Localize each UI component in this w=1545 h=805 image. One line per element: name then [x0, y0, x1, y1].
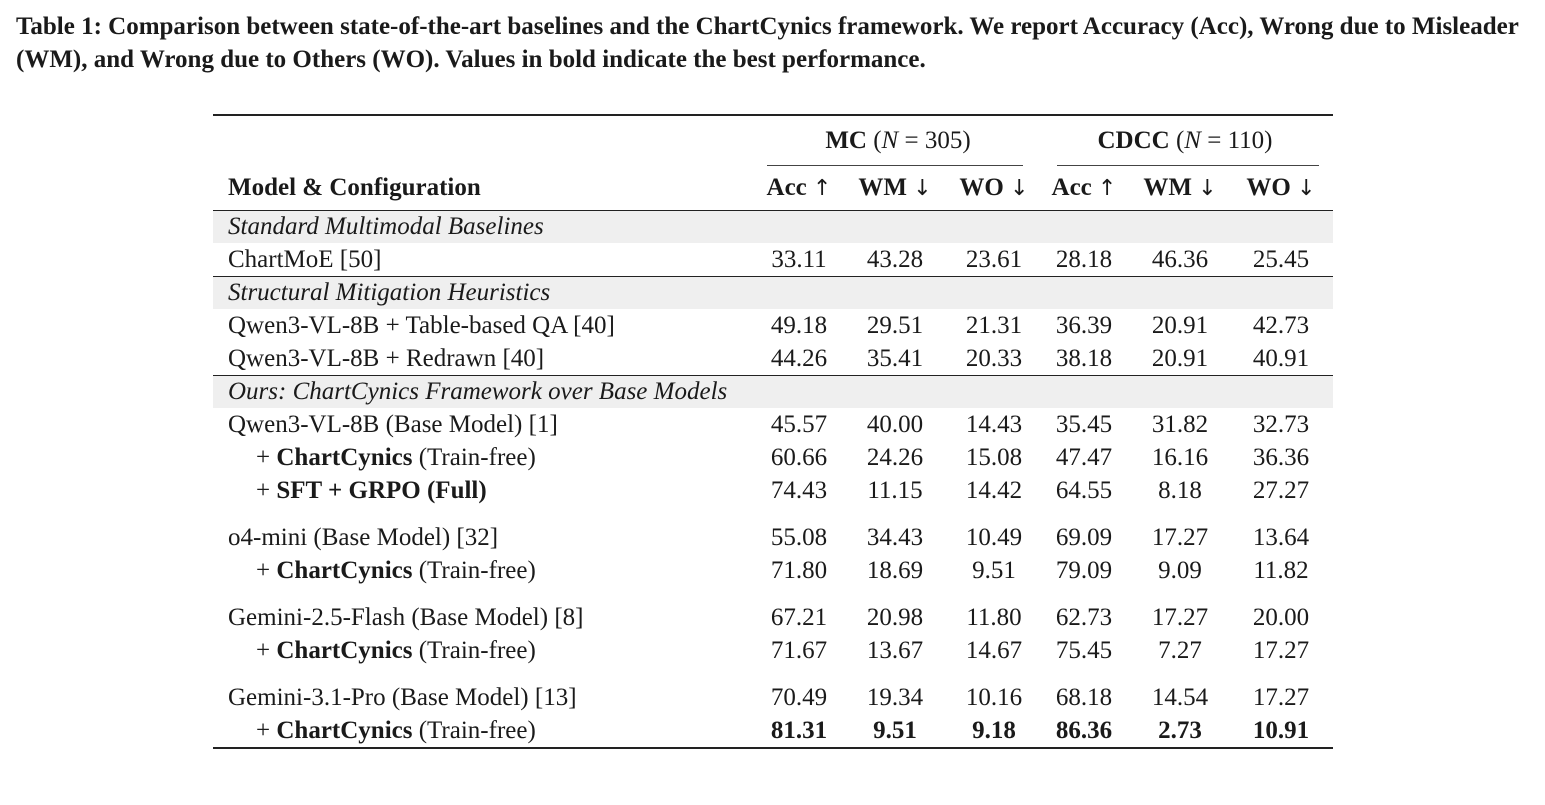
metric-cell: 20.98 — [866, 603, 924, 631]
model-suffix: (Train-free) — [412, 636, 536, 664]
metric-cell: 20.33 — [965, 344, 1023, 372]
metric-cell: 9.09 — [1158, 556, 1202, 584]
row-gap — [213, 667, 1333, 681]
metric-cell: 13.67 — [866, 636, 924, 664]
model-method-name: SFT + GRPO (Full) — [276, 476, 487, 504]
column-header-row — [213, 166, 1333, 211]
group-header-cdcc: CDCC (N = 110) — [1037, 115, 1333, 166]
model-prefix: + — [256, 636, 277, 664]
model-name-cell — [213, 441, 759, 474]
table-row — [213, 474, 1333, 507]
metric-cell: 40.91 — [1252, 344, 1310, 372]
model-method-name: ChartCynics — [276, 556, 413, 584]
metric-cell: 70.49 — [770, 683, 828, 711]
section-title: Structural Mitigation Heuristics — [213, 277, 1333, 310]
group-rule — [767, 165, 1023, 166]
model-name-cell: ChartMoE [50] — [228, 245, 382, 273]
results-table-container — [213, 114, 1333, 749]
metric-cell: 36.36 — [1252, 443, 1310, 471]
metric-cell: 20.91 — [1151, 344, 1209, 372]
metric-cell: 16.16 — [1151, 443, 1209, 471]
metric-cell: 17.27 — [1151, 523, 1209, 551]
metric-cell: 13.64 — [1252, 523, 1310, 551]
model-name-cell: Qwen3-VL-8B + Table-based QA [40] — [228, 311, 615, 339]
metric-cell: 8.18 — [1158, 476, 1202, 504]
metric-cell: 17.27 — [1252, 636, 1310, 664]
section-title: Ours: ChartCynics Framework over Base Models — [213, 376, 1333, 409]
group-n-label: N — [1184, 127, 1201, 154]
metric-cell: 75.45 — [1055, 636, 1113, 664]
metric-cell: 46.36 — [1151, 245, 1209, 273]
model-name-cell: Qwen3-VL-8B (Base Model) [1] — [228, 410, 558, 438]
table-caption: Table 1: Comparison between state-of-the-art baselines and the ChartCynics framework. We report Accuracy (Acc), Wrong due to Misleader (WM), and Wrong due to Others (WO). Values in bold indicate the best performance. — [16, 13, 1519, 73]
results-table — [213, 114, 1333, 749]
table-row — [213, 441, 1333, 474]
table-row — [213, 714, 1333, 748]
group-n-value: = 305 — [904, 127, 963, 154]
metric-cell: 10.49 — [965, 523, 1023, 551]
metric-cell: 42.73 — [1252, 311, 1310, 339]
metric-cell: 49.18 — [770, 311, 828, 339]
metric-cell: 24.26 — [866, 443, 924, 471]
model-method-name: ChartCynics — [276, 636, 413, 664]
metric-cell: 14.43 — [965, 410, 1023, 438]
group-name: MC — [825, 127, 867, 154]
metric-cell: 14.42 — [965, 476, 1023, 504]
metric-cell: 47.47 — [1055, 443, 1113, 471]
metric-cell: 62.73 — [1055, 603, 1113, 631]
table-row — [213, 601, 1333, 634]
model-column-header: Model & Configuration — [213, 166, 759, 211]
column-header: WO ↓ — [951, 166, 1037, 211]
metric-cell: 29.51 — [866, 311, 924, 339]
section-header-row — [213, 211, 1333, 244]
column-header: WM ↓ — [1131, 166, 1229, 211]
table-row — [213, 634, 1333, 667]
metric-cell: 10.91 — [1229, 714, 1333, 748]
metric-cell: 79.09 — [1055, 556, 1113, 584]
metric-cell: 11.15 — [867, 476, 923, 504]
metric-cell: 11.82 — [1253, 556, 1309, 584]
metric-cell: 34.43 — [866, 523, 924, 551]
group-header-row — [213, 115, 1333, 166]
metric-cell: 71.80 — [770, 556, 828, 584]
metric-cell: 7.27 — [1158, 636, 1202, 664]
metric-cell: 9.51 — [972, 556, 1016, 584]
metric-cell: 69.09 — [1055, 523, 1113, 551]
model-suffix: (Train-free) — [412, 556, 536, 584]
metric-cell: 20.00 — [1252, 603, 1310, 631]
group-name: CDCC — [1097, 127, 1170, 154]
metric-cell: 27.27 — [1252, 476, 1310, 504]
metric-cell: 19.34 — [866, 683, 924, 711]
metric-cell: 64.55 — [1055, 476, 1113, 504]
metric-cell: 74.43 — [770, 476, 828, 504]
metric-cell: 9.51 — [839, 714, 951, 748]
group-header-mc: MC (N = 305) — [759, 115, 1037, 166]
group-rule — [1057, 165, 1319, 166]
metric-cell: 18.69 — [866, 556, 924, 584]
metric-cell: 10.16 — [965, 683, 1023, 711]
metric-cell: 44.26 — [770, 344, 828, 372]
table-row — [213, 521, 1333, 554]
table-row — [213, 243, 1333, 277]
metric-cell: 23.61 — [965, 245, 1023, 273]
metric-cell: 81.31 — [759, 714, 839, 748]
metric-cell: 14.54 — [1151, 683, 1209, 711]
group-n-value: = 110 — [1207, 127, 1265, 154]
metric-cell: 28.18 — [1055, 245, 1113, 273]
model-name-cell: Qwen3-VL-8B + Redrawn [40] — [228, 344, 545, 372]
row-gap — [213, 507, 1333, 521]
section-header-row — [213, 277, 1333, 310]
section-header-row — [213, 376, 1333, 409]
metric-cell: 2.73 — [1131, 714, 1229, 748]
model-name-cell — [213, 474, 759, 507]
metric-cell: 35.41 — [866, 344, 924, 372]
table-row — [213, 309, 1333, 342]
metric-cell: 32.73 — [1252, 410, 1310, 438]
model-prefix: + — [256, 556, 277, 584]
model-prefix: + — [256, 443, 277, 471]
model-suffix: (Train-free) — [412, 716, 536, 744]
metric-cell: 86.36 — [1037, 714, 1131, 748]
metric-cell: 17.27 — [1151, 603, 1209, 631]
model-name-cell — [213, 554, 759, 587]
metric-cell: 31.82 — [1151, 410, 1209, 438]
model-method-name: ChartCynics — [276, 716, 413, 744]
model-name-cell: Gemini-3.1-Pro (Base Model) [13] — [228, 683, 577, 711]
section-title: Standard Multimodal Baselines — [213, 211, 1333, 244]
table-row — [213, 342, 1333, 376]
metric-cell: 9.18 — [951, 714, 1037, 748]
metric-cell: 60.66 — [770, 443, 828, 471]
metric-cell: 68.18 — [1055, 683, 1113, 711]
column-header: Acc ↑ — [759, 166, 839, 211]
metric-cell: 15.08 — [965, 443, 1023, 471]
metric-cell: 20.91 — [1151, 311, 1209, 339]
model-prefix: + — [256, 476, 277, 504]
metric-cell: 35.45 — [1055, 410, 1113, 438]
metric-cell: 11.80 — [966, 603, 1022, 631]
model-method-name: ChartCynics — [276, 443, 413, 471]
metric-cell: 43.28 — [866, 245, 924, 273]
group-header-spacer — [213, 115, 759, 166]
model-name-cell: o4-mini (Base Model) [32] — [228, 523, 499, 551]
model-name-cell — [213, 714, 759, 748]
metric-cell: 36.39 — [1055, 311, 1113, 339]
metric-cell: 17.27 — [1252, 683, 1310, 711]
metric-cell: 55.08 — [770, 523, 828, 551]
model-name-cell — [213, 634, 759, 667]
column-header: Acc ↑ — [1037, 166, 1131, 211]
table-body — [213, 211, 1333, 749]
metric-cell: 40.00 — [866, 410, 924, 438]
table-row — [213, 554, 1333, 587]
metric-cell: 25.45 — [1252, 245, 1310, 273]
metric-cell: 21.31 — [965, 311, 1023, 339]
column-header: WM ↓ — [839, 166, 951, 211]
group-n-label: N — [881, 127, 899, 154]
metric-cell: 38.18 — [1055, 344, 1113, 372]
column-header: WO ↓ — [1229, 166, 1333, 211]
model-prefix: + — [256, 716, 277, 744]
metric-cell: 67.21 — [770, 603, 828, 631]
table-row — [213, 681, 1333, 714]
metric-cell: 71.67 — [770, 636, 828, 664]
model-suffix: (Train-free) — [412, 443, 536, 471]
model-name-cell: Gemini-2.5-Flash (Base Model) [8] — [228, 603, 584, 631]
metric-cell: 14.67 — [965, 636, 1023, 664]
metric-cell: 33.11 — [771, 245, 827, 273]
row-gap — [213, 587, 1333, 601]
table-row — [213, 408, 1333, 441]
metric-cell: 45.57 — [770, 410, 828, 438]
